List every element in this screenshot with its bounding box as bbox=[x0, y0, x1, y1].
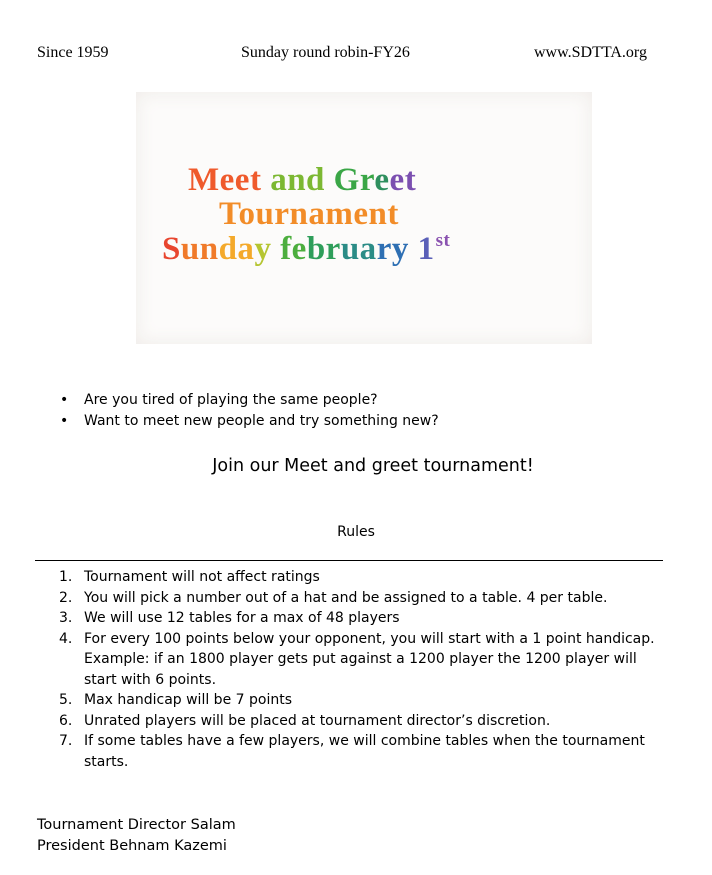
rule-item bbox=[0, 608, 712, 629]
question-text: Are you tired of playing the same people? bbox=[84, 392, 378, 408]
banner-segment: fe bbox=[280, 231, 307, 267]
bullet-icon: • bbox=[60, 413, 69, 429]
rule-text: If some tables have a few players, we will combine tables when the tournament starts. bbox=[84, 733, 645, 770]
join-heading: Join our Meet and greet tournament! bbox=[212, 456, 534, 476]
banner-segment: ry bbox=[376, 231, 418, 267]
banner-segment: Gr bbox=[333, 162, 375, 198]
banner-segment: ua bbox=[340, 231, 377, 267]
banner-segment: et bbox=[389, 162, 417, 198]
list-item bbox=[0, 391, 712, 412]
header-since: Since 1959 bbox=[37, 44, 109, 61]
bullet-icon: • bbox=[60, 392, 69, 408]
list-item bbox=[0, 412, 712, 433]
header-website: www.SDTTA.org bbox=[534, 44, 647, 61]
rules-divider bbox=[35, 560, 663, 561]
signature-block bbox=[37, 815, 236, 857]
rule-item bbox=[0, 629, 712, 691]
rule-text: You will pick a number out of a hat and be assigned to a table. 4 per table. bbox=[84, 589, 608, 606]
question-list bbox=[0, 391, 712, 433]
rule-item bbox=[0, 588, 712, 609]
rule-number: 3. bbox=[59, 610, 73, 626]
rules-title: Rules bbox=[337, 524, 375, 540]
banner-segment: 1 bbox=[417, 231, 435, 267]
rule-item bbox=[0, 690, 712, 711]
banner-segment: br bbox=[306, 231, 341, 267]
banner-segment: S bbox=[162, 231, 181, 267]
rule-number: 7. bbox=[59, 733, 73, 749]
banner-segment: Meet bbox=[188, 162, 271, 198]
president: President Behnam Kazemi bbox=[37, 838, 227, 854]
tournament-director: Tournament Director Salam bbox=[37, 817, 236, 833]
banner-line-1 bbox=[188, 162, 416, 199]
rule-text: Unrated players will be placed at tournament director’s discretion. bbox=[84, 712, 551, 729]
page-header bbox=[0, 44, 712, 64]
rule-text: We will use 12 tables for a max of 48 players bbox=[84, 610, 400, 626]
banner-segment: un bbox=[180, 231, 219, 267]
header-title: Sunday round robin-FY26 bbox=[241, 44, 410, 61]
rule-number: 1. bbox=[59, 569, 73, 585]
event-banner bbox=[136, 92, 592, 344]
banner-segment: e bbox=[374, 162, 390, 198]
rule-text: Max handicap will be 7 points bbox=[84, 692, 292, 708]
rule-text: Tournament will not affect ratings bbox=[84, 569, 320, 585]
rules-list bbox=[0, 567, 712, 772]
question-text: Want to meet new people and try something new? bbox=[84, 413, 439, 429]
rule-item bbox=[0, 711, 712, 732]
banner-segment: y bbox=[254, 231, 281, 267]
banner-line-3 bbox=[162, 230, 450, 268]
rule-item bbox=[0, 567, 712, 588]
banner-segment: Tournament bbox=[219, 196, 399, 232]
banner-line-2 bbox=[219, 196, 399, 233]
banner-segment: da bbox=[218, 231, 255, 267]
rule-number: 4. bbox=[59, 630, 73, 647]
rule-item bbox=[0, 731, 712, 772]
rule-text: For every 100 points below your opponent, you will start with a 1 point handicap. Example: if an 1800 player gets put against a 1200 player the 1200 player will start with 6 points. bbox=[84, 630, 655, 688]
rule-number: 6. bbox=[59, 712, 73, 729]
rule-number: 2. bbox=[59, 589, 73, 606]
banner-ordinal-suffix: st bbox=[435, 230, 451, 251]
banner-segment: and bbox=[270, 162, 334, 198]
rule-number: 5. bbox=[59, 692, 73, 708]
